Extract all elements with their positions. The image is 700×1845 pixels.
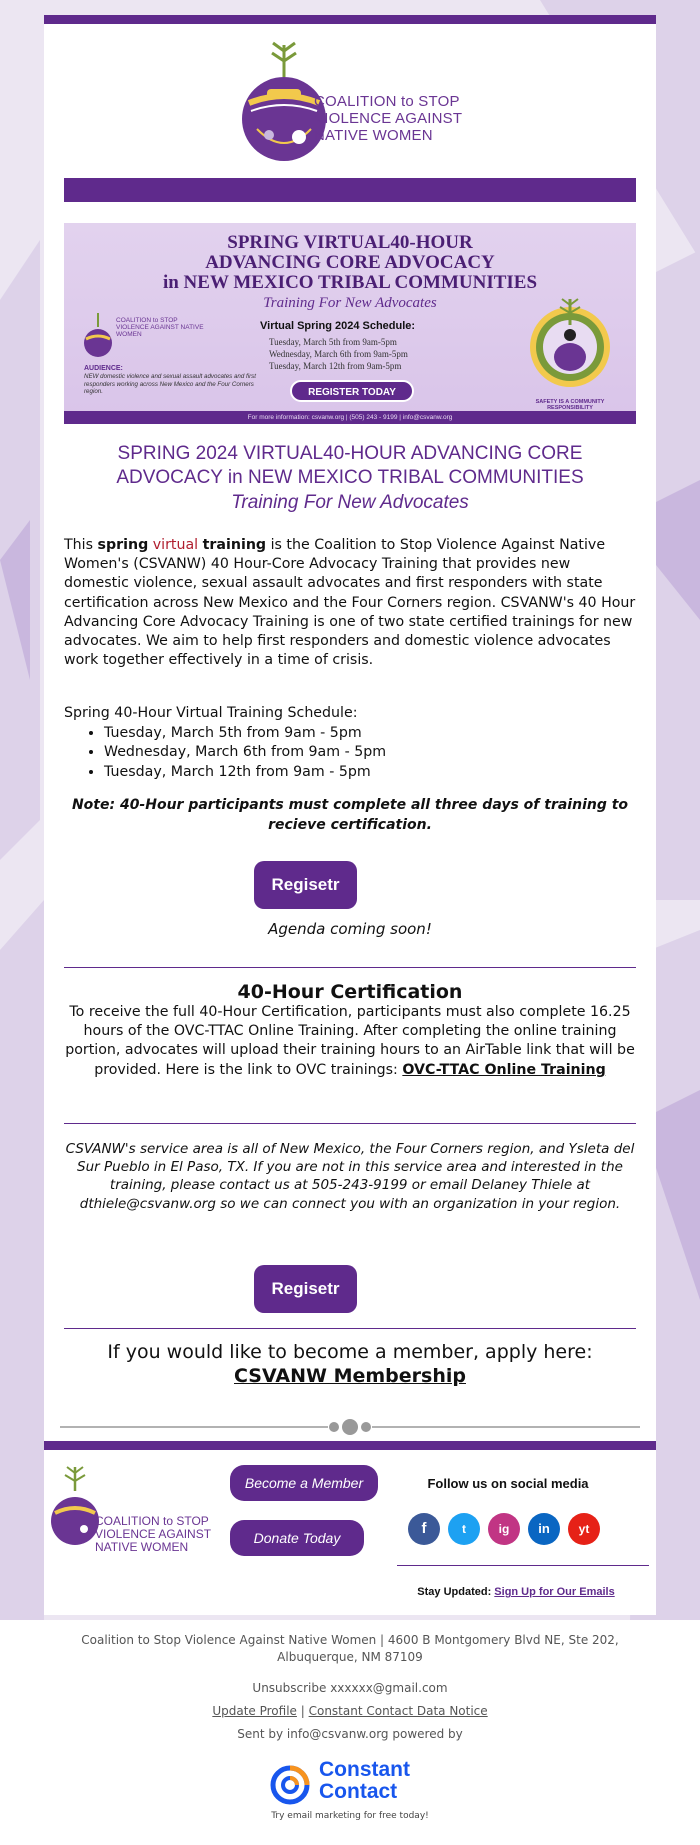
banner-register-button[interactable]: REGISTER TODAY — [290, 380, 414, 402]
social-icons — [408, 1513, 608, 1545]
sent-by-text: Sent by info@csvanw.org powered by — [237, 1727, 463, 1741]
training-schedule — [64, 704, 636, 782]
banner-footer: For more information: csvanw.org | (505) 243 - 9199 | info@csvanw.org — [64, 411, 636, 424]
banner-seal-text: SAFETY IS A COMMUNITY RESPONSIBILITY — [535, 399, 605, 411]
banner-subtitle: Training For New Advocates — [263, 295, 437, 311]
update-profile-link[interactable]: Update Profile — [212, 1704, 297, 1718]
banner-audience-heading: AUDIENCE: — [84, 365, 123, 372]
footer-divider — [397, 1565, 649, 1566]
intro-word-spring: spring — [97, 537, 149, 553]
banner-schedule-item: Tuesday, March 5th from 9am-5pm — [269, 337, 397, 347]
cc-wordmark-line-1: Constant — [319, 1758, 410, 1781]
header-purple-band — [64, 178, 636, 202]
section-divider — [64, 1328, 636, 1329]
cc-wordmark-line-2: Contact — [319, 1780, 398, 1803]
register-button[interactable]: Regisetr — [254, 861, 357, 909]
youtube-icon[interactable]: yt — [568, 1513, 600, 1545]
membership-cta — [64, 1340, 636, 1388]
agenda-notice: Agenda coming soon! — [268, 920, 432, 938]
footer-org-name-line-2: VIOLENCE AGAINST — [95, 1527, 212, 1541]
become-member-button[interactable]: Become a Member — [230, 1465, 378, 1501]
schedule-heading: Spring 40-Hour Virtual Training Schedule — [64, 705, 353, 721]
cc-tagline[interactable]: Try email marketing for free today! — [271, 1811, 429, 1821]
banner-title-line-3: in NEW MEXICO TRIBAL COMMUNITIES — [162, 272, 538, 293]
address-line-1: Coalition to Stop Violence Against Native Women | 4600 B Montgomery Blvd NE, Ste 202, — [81, 1633, 619, 1647]
page-title-line-1: SPRING 2024 VIRTUAL40-HOUR ADVANCING CORE — [117, 443, 583, 464]
address-line-2: Albuquerque, NM 87109 — [277, 1650, 423, 1664]
section-divider — [64, 1123, 636, 1124]
membership-link[interactable]: CSVANW Membership — [234, 1365, 466, 1387]
membership-text: If you would like to become a member, apply here: — [107, 1341, 593, 1363]
org-name — [314, 93, 462, 144]
data-notice-link[interactable]: Constant Contact Data Notice — [308, 1704, 488, 1718]
footer-accent-bar — [44, 1441, 656, 1450]
org-name-line-3: NATIVE WOMEN — [314, 127, 433, 144]
address-block — [0, 1632, 700, 1666]
banner-seal-image — [522, 295, 618, 395]
dots-divider — [60, 1418, 640, 1436]
footer-org-name — [95, 1515, 211, 1554]
donate-button[interactable]: Donate Today — [230, 1520, 364, 1556]
register-button-2[interactable]: Regisetr — [254, 1265, 357, 1313]
schedule-heading-colon: : — [352, 705, 358, 721]
facebook-icon[interactable]: f — [408, 1513, 440, 1545]
linkedin-icon[interactable]: in — [528, 1513, 560, 1545]
banner-schedule-heading: Virtual Spring 2024 Schedule: — [260, 320, 416, 332]
certification-heading: 40-Hour Certification — [237, 981, 463, 1003]
follow-heading: Follow us on social media — [427, 1476, 589, 1491]
intro-word-training: training — [202, 537, 267, 553]
section-divider — [64, 967, 636, 968]
banner-title-line-2: ADVANCING CORE ADVOCACY — [205, 252, 495, 273]
intro-word: This — [64, 537, 93, 553]
footer-org-name-line-3: NATIVE WOMEN — [95, 1540, 189, 1554]
schedule-item: • Tuesday, March 5th from 9am - 5pm — [104, 724, 636, 744]
link-separator: | — [296, 1704, 309, 1718]
page-title-line-2: ADVOCACY in NEW MEXICO TRIBAL COMMUNITIES — [116, 467, 584, 488]
email-body — [44, 15, 656, 1615]
banner-title-line-1: SPRING VIRTUAL40-HOUR — [227, 232, 473, 253]
certification-text — [64, 1003, 636, 1080]
footer-logo[interactable] — [50, 1463, 100, 1549]
top-accent-bar — [44, 15, 656, 24]
banner-logo-text: COALITION to STOP VIOLENCE AGAINST NATIVE WOMEN — [116, 317, 204, 338]
page-subtitle: Training For New Advocates — [231, 492, 469, 513]
instagram-icon[interactable]: ig — [488, 1513, 520, 1545]
intro-word-virtual: virtual — [152, 537, 199, 553]
intro-paragraph — [64, 536, 636, 670]
profile-links — [0, 1703, 700, 1720]
banner-audience-text: NEW domestic violence and sexual assault advocates and first responders working across New Mexico and the Four Corners region. — [84, 373, 256, 395]
schedule-item: • Tuesday, March 12th from 9am - 5pm — [104, 763, 636, 783]
certification-body: To receive the full 40-Hour Certification, participants must also complete 16.25 hours of the OVC-TTAC Online Training. After completing the online training portion, advocates will upload their training hours to an AirTable link that will be provided. Here is the link to OVC trainings: — [65, 1004, 635, 1078]
schedule-item: • Wednesday, March 6th from 9am - 5pm — [104, 743, 636, 763]
ovc-ttac-link[interactable]: OVC-TTAC Online Training — [402, 1061, 606, 1078]
intro-text: is the Coalition to Stop Violence Against Native Women's (CSVANW) 40 Hour-Core Advocacy Training that provides new domestic violence, sexual assault advocates and first responders with state certification across New Mexico and the Four Corners region. CSVANW's 40 Hour Advancing Core Advocacy Training is one of two state certified trainings for new advocates. We aim to help first responders and domestic violence advocates work together effectively in a time of crisis. — [64, 537, 636, 669]
signup-link[interactable]: Sign Up for Our Emails — [494, 1586, 615, 1598]
footer-org-name-line-1: COALITION to STOP — [95, 1514, 209, 1528]
unsubscribe-link[interactable]: Unsubscribe xxxxxx@gmail.com — [252, 1681, 448, 1695]
banner-schedule-item: Tuesday, March 12th from 9am-5pm — [269, 361, 402, 371]
stay-updated — [406, 1586, 626, 1598]
constant-contact-wordmark — [319, 1759, 410, 1803]
stay-updated-label: Stay Updated: — [417, 1586, 495, 1598]
banner-schedule-item: Wednesday, March 6th from 9am-5pm — [269, 349, 408, 359]
certification-note: Note: 40-Hour participants must complete all three days of training to recieve certification. — [71, 797, 629, 833]
org-name-line-2: VIOLENCE AGAINST — [314, 110, 463, 127]
banner-title — [64, 233, 636, 293]
page-title — [64, 442, 636, 490]
event-banner[interactable] — [64, 223, 636, 424]
service-area-text: CSVANW's service area is all of New Mexico, the Four Corners region, and Ysleta del Sur Pueblo in El Paso, TX. If you are not in this service area and interested in the training, please contact us at 505-243-9199 or email Delaney Thiele at dthiele@csvanw.org so we can connect you with an organization in your region. — [65, 1141, 635, 1212]
schedule-list — [104, 724, 636, 783]
org-name-line-1: COALITION to STOP — [314, 93, 460, 110]
banner-logo-icon — [80, 311, 116, 359]
twitter-icon[interactable]: t — [448, 1513, 480, 1545]
banner-schedule — [269, 336, 408, 372]
